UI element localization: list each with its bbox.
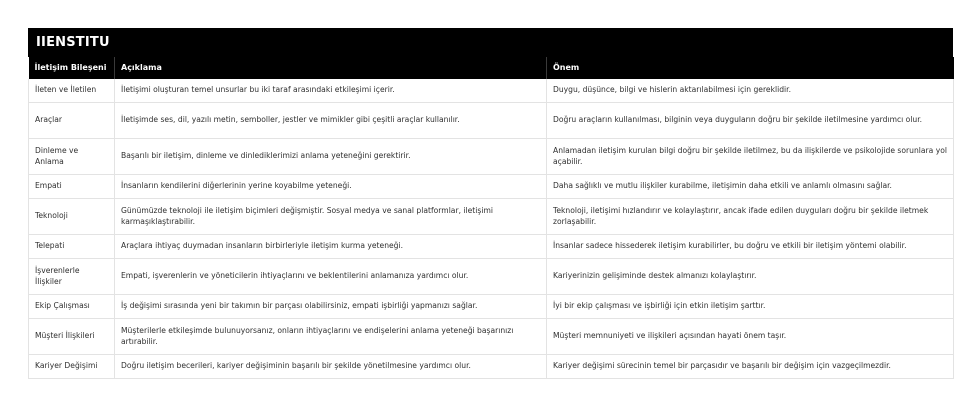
table-row <box>29 175 954 199</box>
table-row <box>29 79 954 103</box>
cell-importance: Duygu, düşünce, bilgi ve hislerin aktarılabilmesi için gereklidir. <box>547 79 954 103</box>
cell-component: İleten ve İletilen <box>29 79 115 103</box>
table-row <box>29 319 954 355</box>
column-header-component: İletişim Bileşeni <box>29 57 115 79</box>
cell-importance: Teknoloji, iletişimi hızlandırır ve kolaylaştırır, ancak ifade edilen duyguları doğru bir şekilde iletmek zorlaşabilir. <box>547 199 954 235</box>
cell-importance: Müşteri memnuniyeti ve ilişkileri açısından hayati önem taşır. <box>547 319 954 355</box>
table-header-row <box>29 57 954 79</box>
cell-component: Teknoloji <box>29 199 115 235</box>
cell-description: İletişimde ses, dil, yazılı metin, semboller, jestler ve mimikler gibi çeşitli araçlar kullanılır. <box>115 103 547 139</box>
cell-importance: Daha sağlıklı ve mutlu ilişkiler kurabilme, iletişimin daha etkili ve anlamlı olmasını sağlar. <box>547 175 954 199</box>
column-header-importance: Önem <box>547 57 954 79</box>
cell-description: Günümüzde teknoloji ile iletişim biçimleri değişmiştir. Sosyal medya ve sanal platformlar, iletişimi karmaşıklaştırabilir. <box>115 199 547 235</box>
table-row <box>29 139 954 175</box>
cell-importance: Kariyerinizin gelişiminde destek almanızı kolaylaştırır. <box>547 259 954 295</box>
cell-component: Ekip Çalışması <box>29 295 115 319</box>
brand-header <box>28 28 953 57</box>
table-row <box>29 235 954 259</box>
cell-description: Doğru iletişim becerileri, kariyer değişiminin başarılı bir şekilde yönetilmesine yardımcı olur. <box>115 355 547 379</box>
table-row <box>29 103 954 139</box>
cell-importance: İyi bir ekip çalışması ve işbirliği için etkin iletişim şarttır. <box>547 295 954 319</box>
cell-component: Kariyer Değişimi <box>29 355 115 379</box>
cell-component: Dinleme ve Anlama <box>29 139 115 175</box>
cell-description: İletişimi oluşturan temel unsurlar bu iki taraf arasındaki etkileşimi içerir. <box>115 79 547 103</box>
cell-component: Müşteri İlişkileri <box>29 319 115 355</box>
cell-importance: İnsanlar sadece hissederek iletişim kurabilirler, bu doğru ve etkili bir iletişim yöntemi olabilir. <box>547 235 954 259</box>
column-header-description: Açıklama <box>115 57 547 79</box>
table-row <box>29 259 954 295</box>
content-table-card <box>28 28 953 379</box>
cell-importance: Doğru araçların kullanılması, bilginin veya duyguların doğru bir şekilde iletilmesine yardımcı olur. <box>547 103 954 139</box>
cell-importance: Anlamadan iletişim kurulan bilgi doğru bir şekilde iletilmez, bu da ilişkilerde ve psikolojide sorunlara yol açabilir. <box>547 139 954 175</box>
brand-logo-text: IIENSTITU <box>36 35 110 50</box>
cell-description: Empati, işverenlerin ve yöneticilerin ihtiyaçlarını ve beklentilerini anlamanıza yardımcı olur. <box>115 259 547 295</box>
cell-component: Telepati <box>29 235 115 259</box>
table-row <box>29 199 954 235</box>
table-row <box>29 295 954 319</box>
cell-component: Araçlar <box>29 103 115 139</box>
cell-description: Başarılı bir iletişim, dinleme ve dinlediklerimizi anlama yeteneğini gerektirir. <box>115 139 547 175</box>
communication-components-table <box>28 57 954 379</box>
cell-description: Araçlara ihtiyaç duymadan insanların birbirleriyle iletişim kurma yeteneği. <box>115 235 547 259</box>
cell-importance: Kariyer değişimi sürecinin temel bir parçasıdır ve başarılı bir değişim için vazgeçilmezdir. <box>547 355 954 379</box>
cell-description: İş değişimi sırasında yeni bir takımın bir parçası olabilirsiniz, empati işbirliği yapmanızı sağlar. <box>115 295 547 319</box>
table-row <box>29 355 954 379</box>
cell-description: İnsanların kendilerini diğerlerinin yerine koyabilme yeteneği. <box>115 175 547 199</box>
cell-component: İşverenlerle İlişkiler <box>29 259 115 295</box>
cell-component: Empati <box>29 175 115 199</box>
cell-description: Müşterilerle etkileşimde bulunuyorsanız, onların ihtiyaçlarını ve endişelerini anlama yeteneği başarınızı artırabilir. <box>115 319 547 355</box>
